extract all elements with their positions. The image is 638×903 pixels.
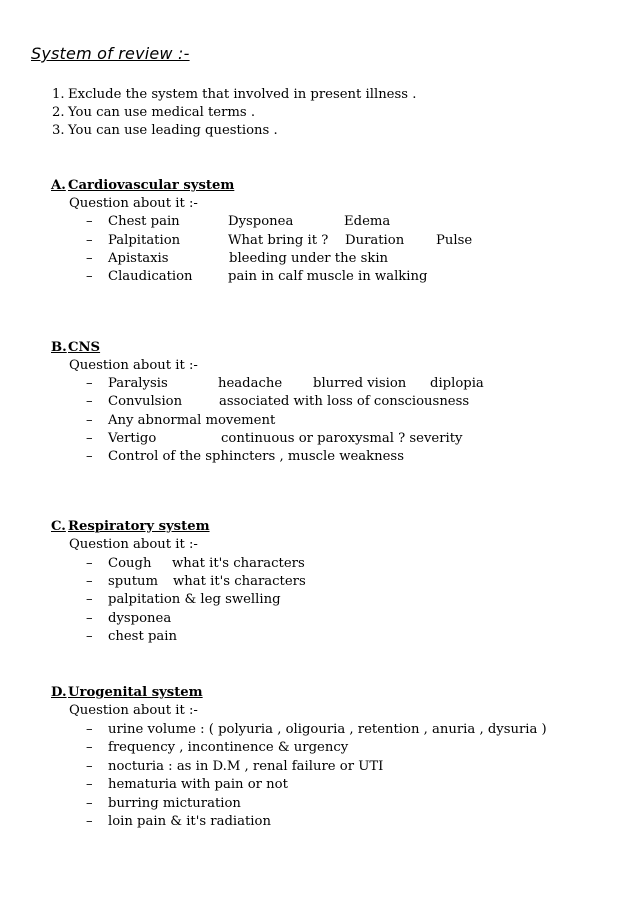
item-text: blurred vision: [313, 376, 407, 391]
section-letter: A.: [51, 178, 66, 193]
question-label: Question about it :-: [69, 196, 198, 211]
item-text: Convulsion: [108, 394, 183, 409]
dash-bullet: –: [86, 814, 93, 829]
dash-bullet: –: [86, 574, 93, 589]
dash-bullet: –: [86, 269, 93, 284]
dash-bullet: –: [86, 413, 93, 428]
item-text: Duration: [345, 233, 405, 248]
section-letter: D.: [51, 685, 67, 700]
item-text: Control of the sphincters , muscle weakness: [108, 449, 404, 464]
rule-text: Exclude the system that involved in present illness .: [68, 87, 417, 102]
dash-bullet: –: [86, 740, 93, 755]
item-text: nocturia : as in D.M , renal failure or UTI: [108, 759, 384, 774]
rule-text: You can use leading questions .: [68, 123, 278, 138]
rule-number: 3.: [52, 123, 65, 138]
dash-bullet: –: [86, 251, 93, 266]
dash-bullet: –: [86, 629, 93, 644]
item-text: what it's characters: [172, 556, 305, 571]
dash-bullet: –: [86, 722, 93, 737]
section-title: Respiratory system: [68, 519, 210, 534]
item-text: dysponea: [108, 611, 172, 626]
item-text: burring micturation: [108, 796, 241, 811]
section-letter: B.: [51, 340, 67, 355]
item-text: Claudication: [108, 269, 193, 284]
dash-bullet: –: [86, 611, 93, 626]
item-text: Chest pain: [108, 214, 180, 229]
question-label: Question about it :-: [69, 703, 198, 718]
dash-bullet: –: [86, 394, 93, 409]
item-text: associated with loss of consciousness: [219, 394, 470, 409]
item-text: headache: [218, 376, 283, 391]
item-text: Vertigo: [108, 431, 157, 446]
item-text: diplopia: [430, 376, 484, 391]
dash-bullet: –: [86, 214, 93, 229]
item-text: bleeding under the skin: [229, 251, 389, 266]
section-letter: C.: [51, 519, 66, 534]
item-text: palpitation & leg swelling: [108, 592, 281, 607]
dash-bullet: –: [86, 449, 93, 464]
section-title: Urogenital system: [68, 685, 203, 700]
item-text: Pulse: [436, 233, 473, 248]
section-title: CNS: [68, 340, 101, 355]
dash-bullet: –: [86, 796, 93, 811]
item-text: Paralysis: [108, 376, 168, 391]
section-title: Cardiovascular system: [68, 178, 235, 193]
item-text: Apistaxis: [108, 251, 169, 266]
item-text: frequency , incontinence & urgency: [108, 740, 349, 755]
dash-bullet: –: [86, 777, 93, 792]
dash-bullet: –: [86, 431, 93, 446]
dash-bullet: –: [86, 233, 93, 248]
question-label: Question about it :-: [69, 358, 198, 373]
item-text: Dysponea: [228, 214, 294, 229]
dash-bullet: –: [86, 592, 93, 607]
item-text: loin pain & it's radiation: [108, 814, 271, 829]
dash-bullet: –: [86, 376, 93, 391]
dash-bullet: –: [86, 759, 93, 774]
item-text: pain in calf muscle in walking: [228, 269, 428, 284]
rule-number: 1.: [52, 87, 65, 102]
item-text: urine volume : ( polyuria , oligouria , retention , anuria , dysuria ): [108, 722, 547, 737]
rule-number: 2.: [52, 105, 65, 120]
question-label: Question about it :-: [69, 537, 198, 552]
item-text: continuous or paroxysmal ? severity: [221, 431, 463, 446]
item-text: sputum: [108, 574, 159, 589]
item-text: What bring it ?: [228, 233, 329, 248]
item-text: Cough: [108, 556, 152, 571]
item-text: what it's characters: [173, 574, 306, 589]
rule-text: You can use medical terms .: [68, 105, 256, 120]
item-text: Palpitation: [108, 233, 181, 248]
document-title: System of review :-: [31, 44, 190, 63]
item-text: hematuria with pain or not: [108, 777, 288, 792]
item-text: chest pain: [108, 629, 177, 644]
item-text: Any abnormal movement: [108, 413, 276, 428]
item-text: Edema: [344, 214, 391, 229]
dash-bullet: –: [86, 556, 93, 571]
